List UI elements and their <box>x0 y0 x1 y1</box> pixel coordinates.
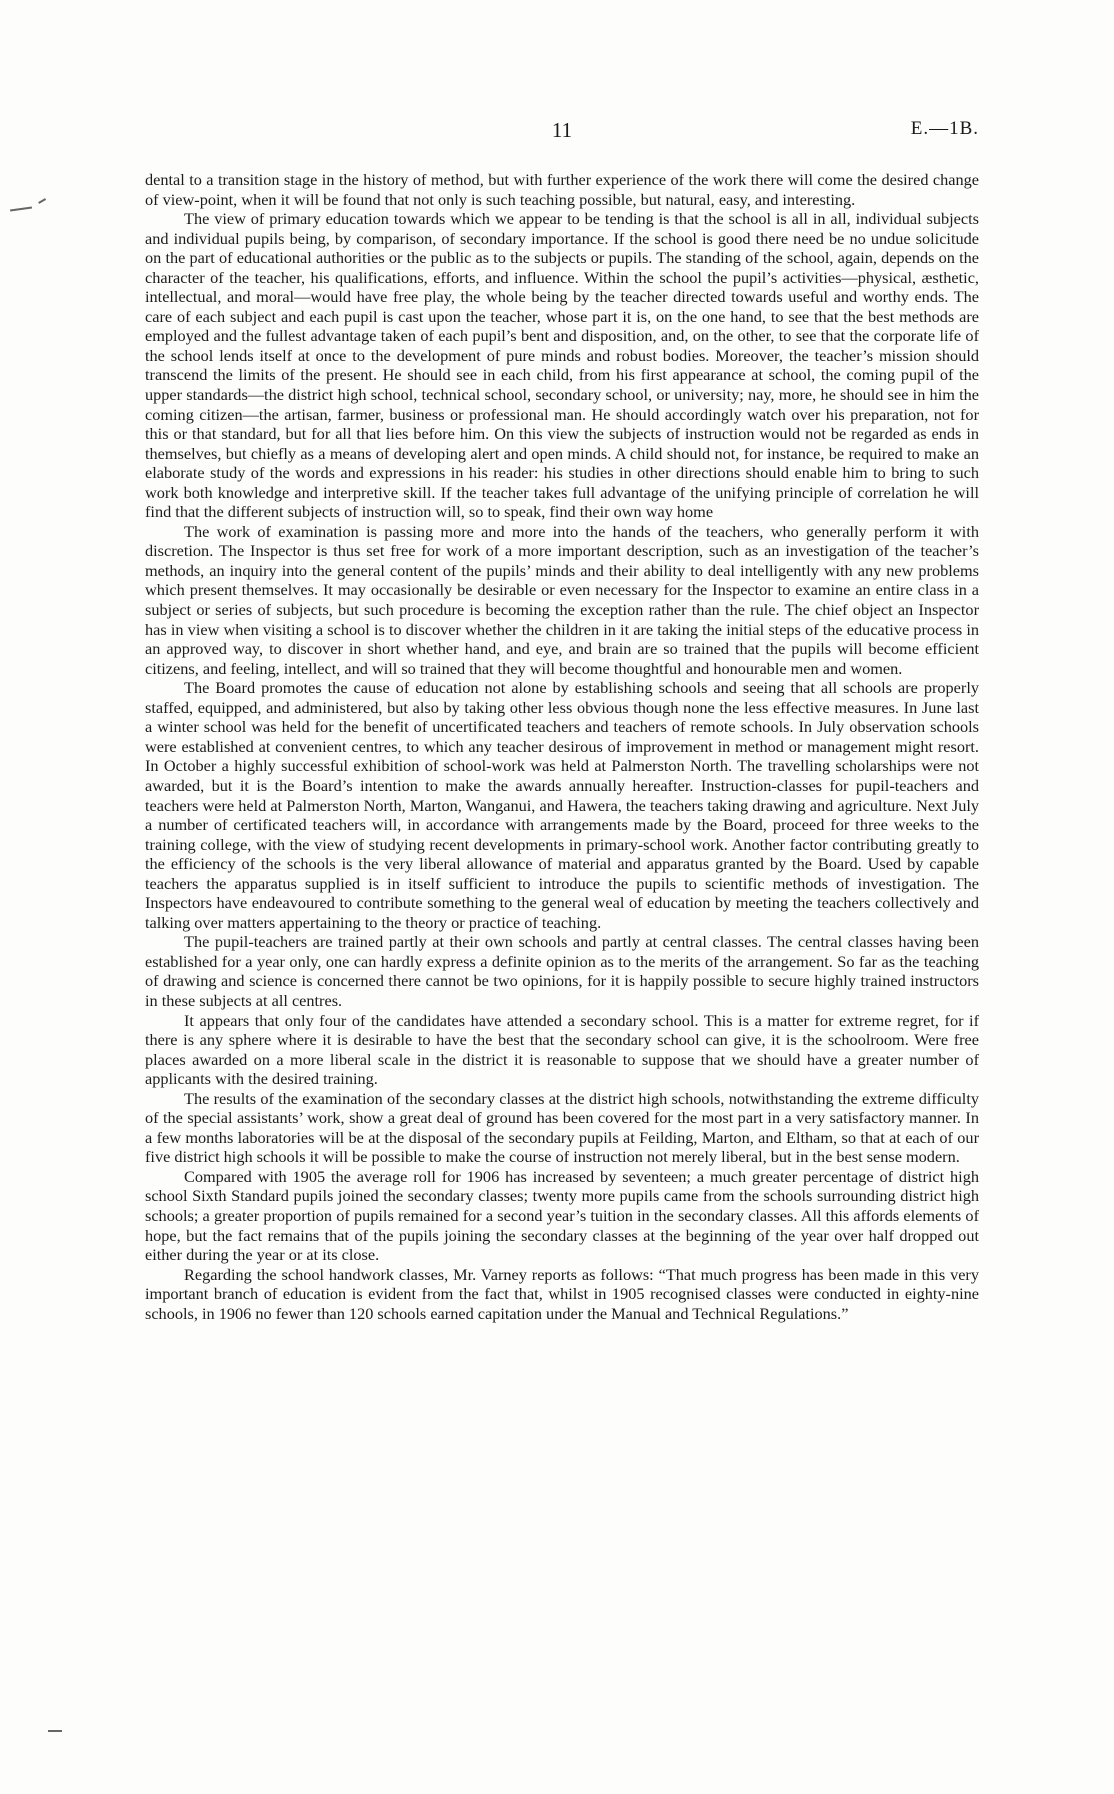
paragraph: The results of the examination of the secondary classes at the district high schools, notwithstanding the extreme difficulty of the special assistants’ work, show a great deal of ground has been covered for the most part in a very satisfactory manner. In a few months laboratories will be at the disposal of the secondary pupils at Feilding, Marton, and Eltham, so that at each of our five district high schools it will be possible to make the course of instruction not merely liberal, but in the best sense modern. <box>145 1088 979 1167</box>
paragraph: It appears that only four of the candidates have attended a secondary school. This is a matter for extreme regret, for if there is any sphere where it is desirable to have the best that the secondary school can give, it is the schoolroom. Were free places awarded on a more liberal scale in the district it is reasonable to suppose that we should have a greater number of applicants with the desired training. <box>145 1010 979 1089</box>
margin-mark <box>38 198 46 203</box>
margin-mark <box>10 206 32 211</box>
page-number: 11 <box>551 118 573 142</box>
paragraph: The work of examination is passing more and more into the hands of the teachers, who generally perform it with discretion. The Inspector is thus set free for work of a more important description, such as an investigation of the teacher’s methods, an inquiry into the general content of the pupils’ minds and their ability to deal intelligently with any new problems which present themselves. It may occasionally be desirable or even necessary for the Inspector to examine an entire class in a subject or series of subjects, but such procedure is becoming the exception rather than the rule. The chief object an Inspector has in view when visiting a school is to discover whether the children in it are taking the initial steps of the educative process in an approved way, to discover in short whether hand, and eye, and brain are so trained that the pupils will become efficient citizens, and feeling, intellect, and will so trained that they will become thoughtful and honourable men and women. <box>145 521 979 678</box>
document-code: E.—1B. <box>910 118 979 139</box>
paragraph: The Board promotes the cause of education not alone by establishing schools and seeing that all schools are properly staffed, equipped, and administered, but also by taking other less obvious though none the less effective measures. In June last a winter school was held for the benefit of uncertificated teachers and teachers of remote schools. In July observation schools were established at convenient centres, to which any teacher desirous of improvement in method or management might resort. In October a highly successful exhibition of school-work was held at Palmerston North. The travelling scholarships were not awarded, but it is the Board’s intention to make the awards annually hereafter. Instruction-classes for pupil-teachers and teachers were held at Palmerston North, Marton, Wanganui, and Hawera, the teachers taking drawing and agriculture. Next July a number of certificated teachers will, in accordance with arrangements made by the Board, proceed for three weeks to the training college, with the view of studying recent developments in primary-school work. Another factor contributing greatly to the efficiency of the schools is the very liberal allowance of material and apparatus granted by the Board. Used by capable teachers the apparatus supplied is in itself sufficient to introduce the pupils to scientific methods of investigation. The Inspectors have endeavoured to contribute something to the general weal of education by meeting the teachers collectively and talking over matters appertaining to the theory or practice of teaching. <box>145 678 979 932</box>
paragraph: dental to a transition stage in the history of method, but with further experience of the work there will come the desired change of view-point, when it will be found that not only is such teaching possible, but natural, easy, and interesting. <box>145 170 979 209</box>
paragraph: Regarding the school handwork classes, Mr. Varney reports as follows: “That much progress has been made in this very important branch of education is evident from the fact that, whilst in 1905 recognised classes were conducted in eighty-nine schools, in 1906 no fewer than 120 schools earned capitation under the Manual and Technical Regulations.” <box>145 1264 979 1323</box>
paragraph: Compared with 1905 the average roll for 1906 has increased by seventeen; a much greater percentage of district high school Sixth Standard pupils joined the secondary classes; twenty more pupils came from the schools surrounding district high schools; a greater proportion of pupils remained for a second year’s tuition in the secondary classes. All this affords elements of hope, but the fact remains that of the pupils joining the secondary classes at the beginning of the year over half dropped out either during the year or at its close. <box>145 1166 979 1265</box>
margin-mark <box>48 1730 62 1732</box>
body-text <box>145 170 979 1323</box>
paragraph: The pupil-teachers are trained partly at their own schools and partly at central classes. The central classes having been established for a year only, one can hardly express a definite opinion as to the merits of the arrangement. So far as the teaching of drawing and science is concerned there cannot be two opinions, for it is happily possible to secure highly trained instructors in these subjects at all centres. <box>145 932 979 1010</box>
paragraph: The view of primary education towards which we appear to be tending is that the school is all in all, individual subjects and individual pupils being, by comparison, of secondary importance. If the school is good there need be no undue solicitude on the part of educational authorities or the public as to the subjects or pupils. The standing of the school, again, depends on the character of the teacher, his qualifications, efforts, and influence. Within the school the pupil’s activities—physical, æsthetic, intellectual, and moral—would have free play, the whole being by the teacher directed towards useful and worthy ends. The care of each subject and each pupil is cast upon the teacher, whose part it is, on the one hand, to see that the best methods are employed and the fullest advantage taken of each pupil’s bent and disposition, and, on the other, to see that the corporate life of the school lends itself at once to the development of pure minds and robust bodies. Moreover, the teacher’s mission should transcend the limits of the present. He should see in each child, from his first appearance at school, the coming pupil of the upper standards—the district high school, technical school, secondary school, or university; nay, more, he should see in him the coming citizen—the artisan, farmer, business or professional man. He should accordingly watch over his preparation, not for this or that standard, but for all that lies before him. On this view the subjects of instruction would not be regarded as ends in themselves, but chiefly as a means of developing alert and open minds. A child should not, for instance, be required to make an elaborate study of the words and expressions in his reader: his studies in other directions should enable him to bring to such work both knowledge and interpretive skill. If the teacher takes full advantage of the unifying principle of correlation he will find that the different subjects of instruction will, so to speak, find their own way home <box>145 209 979 522</box>
page-header <box>145 118 979 148</box>
